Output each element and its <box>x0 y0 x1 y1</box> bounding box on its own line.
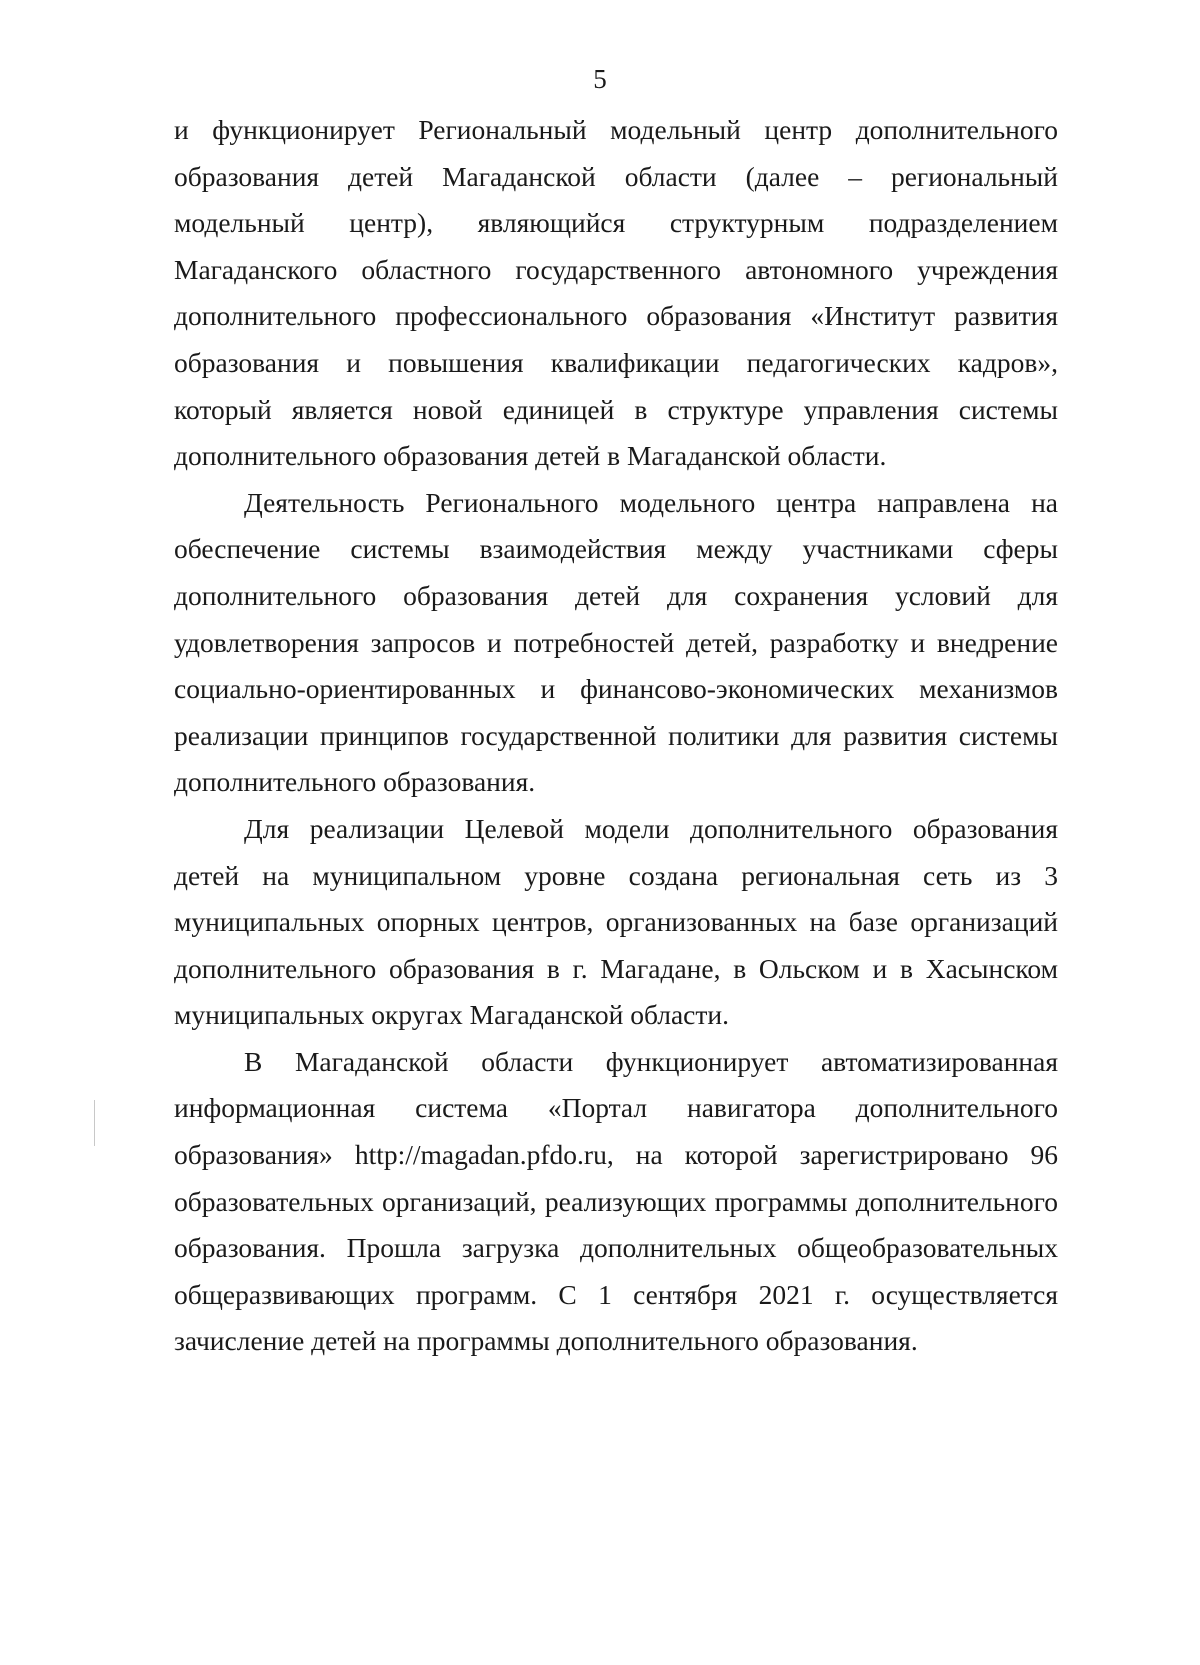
paragraph-3: Для реализации Целевой модели дополнительного образования детей на муниципальном уровне создана региональная сеть из 3 муниципальных опорных центров, организованных на базе организаций дополнительного образования в г. Магадане, в Ольском и в Хасынском муниципальных округах Магаданской области. <box>174 812 1058 1031</box>
paragraph-1: и функционирует Региональный модельный центр дополнительного образования детей Магаданской области (далее – региональный модельный центр), являющийся структурным подразделением Магаданского областного государственного автономного учреждения дополнительного профессионального образования «Институт развития образования и повышения квалификации педагогических кадров», который является новой единицей в структуре управления системы дополнительного образования детей в Магаданской области. <box>174 114 1058 472</box>
body-text <box>174 107 1058 1365</box>
paragraph-4: В Магаданской области функционирует автоматизированная информационная система «Портал навигатора дополнительного образования» http://magadan.pfdo.ru, на которой зарегистрировано 96 образовательных организаций, реализующих программы дополнительного образования. Прошла загрузка дополнительных общеобразовательных общеразвивающих программ. С 1 сентября 2021 г. осуществляется зачисление детей на программы дополнительного образования. <box>174 1045 1058 1357</box>
scan-margin-mark <box>94 1100 95 1146</box>
page-number: 5 <box>593 64 607 94</box>
paragraph-2: Деятельность Регионального модельного центра направлена на обеспечение системы взаимодействия между участниками сферы дополнительного образования детей для сохранения условий для удовлетворения запросов и потребностей детей, разработку и внедрение социально-ориентированных и финансово-экономических механизмов реализации принципов государственной политики для развития системы дополнительного образования. <box>174 486 1058 798</box>
